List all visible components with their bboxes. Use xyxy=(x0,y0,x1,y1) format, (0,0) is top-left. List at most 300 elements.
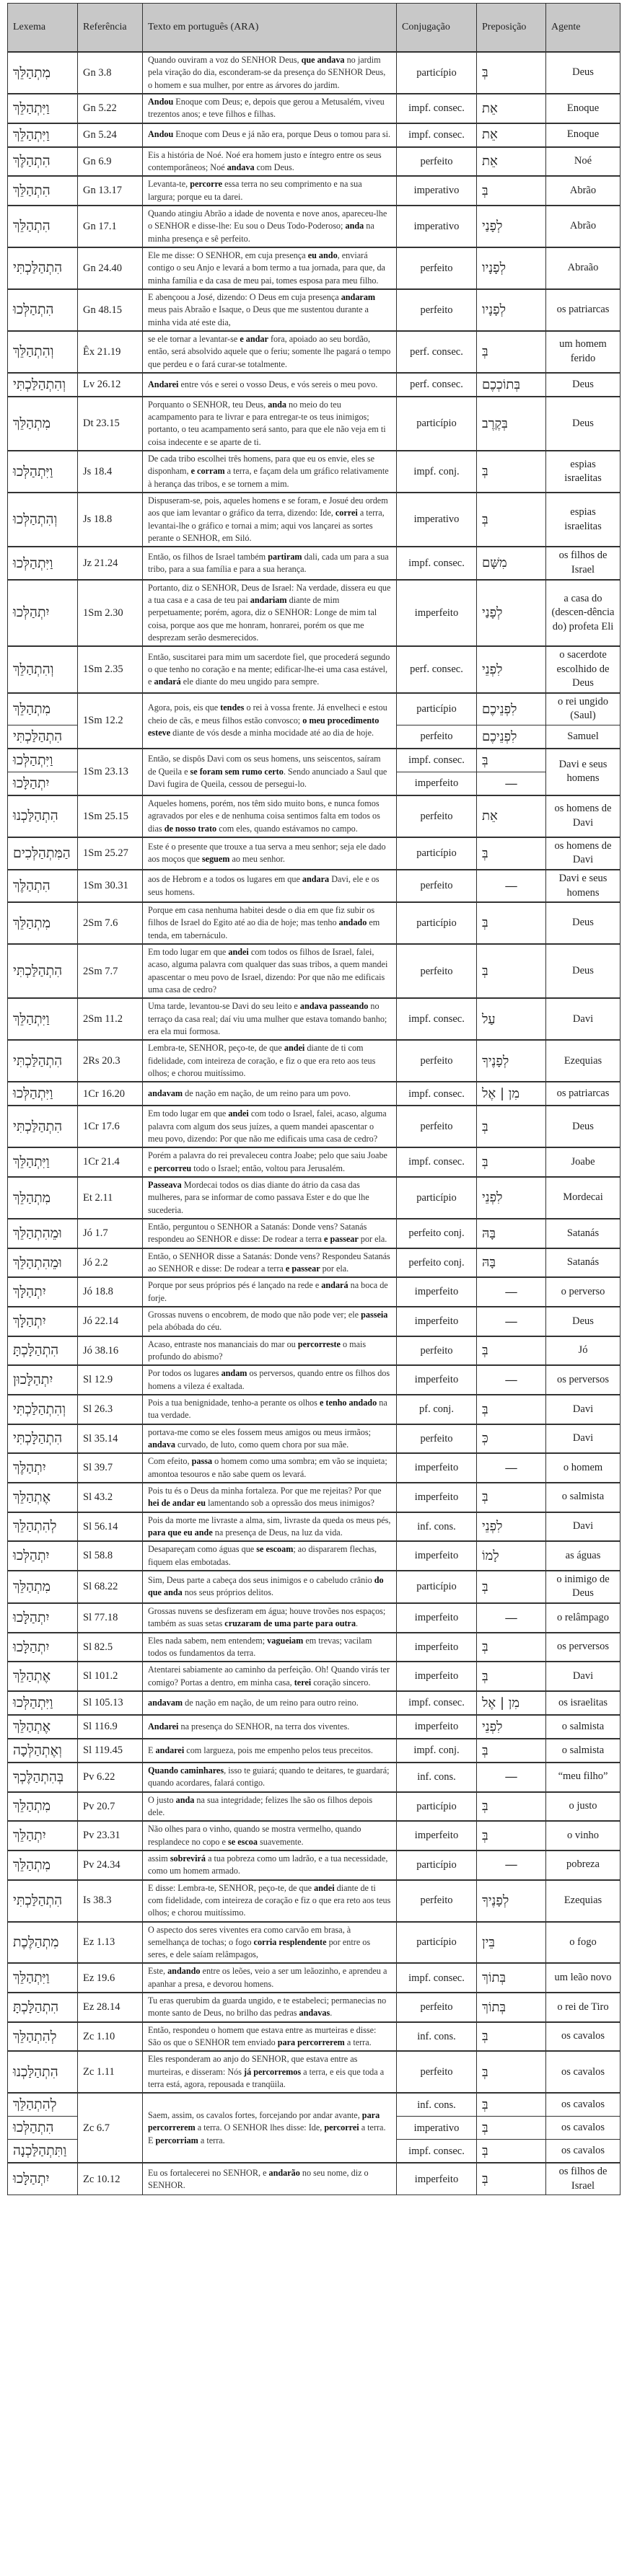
table-row xyxy=(8,52,621,94)
table-row xyxy=(8,123,621,147)
reference-cell: 2Rs 20.3 xyxy=(78,1040,143,1082)
text-cell xyxy=(143,451,397,493)
text-segment: curvado, de luto, como quem chora por sua mãe. xyxy=(175,1439,349,1450)
preposition-cell: לִפְנֵי xyxy=(477,1177,546,1219)
table-row xyxy=(8,902,621,944)
lexeme-cell: וַיִּתְהַלְּכוּ xyxy=(8,547,78,579)
text-cell xyxy=(143,2163,397,2195)
reference-cell: Et 2.11 xyxy=(78,1177,143,1219)
lexeme-cell: וַיִּתְהַלֵּךְ xyxy=(8,94,78,123)
text-segment: Ele me disse: O SENHOR, em cuja presença xyxy=(148,250,308,260)
reference-cell: Sl 39.7 xyxy=(78,1453,143,1483)
lexeme-cell: לְהִתְהַלֵּךְ xyxy=(8,2093,78,2116)
reference-cell: Gn 24.40 xyxy=(78,247,143,289)
preposition-cell: בְּ xyxy=(477,493,546,547)
text-segment: na presença do SENHOR, na terra dos viventes. xyxy=(178,1721,350,1732)
highlighted-verb: andará xyxy=(321,1280,348,1291)
lexeme-cell: יִתְהַלֵּךְ xyxy=(8,1821,78,1851)
lexeme-cell: יִתְהַלָּכוּן xyxy=(8,1365,78,1395)
text-segment: Lembra-te, SENHOR, peço-te, de que xyxy=(148,1043,284,1054)
highlighted-verb: andado xyxy=(338,917,367,928)
table-row xyxy=(8,1040,621,1082)
text-segment: a terra, e façam dela um gráfico relativamente à herança das tribos, e se tornem a mim. xyxy=(148,466,389,489)
text-segment: , isso te guiará; quando te deitares, te guardará; quando acordares, falará contigo. xyxy=(148,1765,390,1788)
text-segment: Porque por seus próprios pés é lançado na rede e xyxy=(148,1280,322,1291)
table-row xyxy=(8,1365,621,1395)
preposition-cell: לְפָנַי xyxy=(477,580,546,647)
conjugation-cell: imperativo xyxy=(397,493,477,547)
conjugation-cell: perfeito xyxy=(397,725,477,749)
table-row xyxy=(8,1792,621,1822)
text-segment: aos de Hebrom e a todos os lugares em que xyxy=(148,874,302,885)
text-segment: com largueza, pois me empenho pelos teus preceitos. xyxy=(184,1744,373,1755)
highlighted-verb: andarei xyxy=(155,1744,185,1755)
highlighted-verb: correi xyxy=(335,508,358,519)
text-cell xyxy=(143,870,397,902)
highlighted-verb: andavas xyxy=(299,2008,330,2019)
text-cell xyxy=(143,1880,397,1922)
reference-cell: 2Sm 7.6 xyxy=(78,902,143,944)
reference-cell: Zc 10.12 xyxy=(78,2163,143,2195)
text-segment: fora, apoiado ao seu bordão, então, será absolvido aquele que o feriu; somente lhe pagará o tempo que perdeu e o fará curar-se totalmente. xyxy=(148,333,391,369)
preposition-cell: לְפָנָיו xyxy=(477,289,546,331)
text-cell xyxy=(143,1106,397,1147)
text-segment: a terra. E xyxy=(148,2122,386,2145)
text-segment: ; ao dispararem flechas, fiquem elas embotadas. xyxy=(148,1544,377,1567)
lexeme-cell: אֶתְהַלֵּךְ xyxy=(8,1662,78,1691)
agent-cell: Satanás xyxy=(546,1219,621,1248)
text-segment: Então, o SENHOR disse a Satanás: Donde vens? Respondeu Satanás ao SENHOR e disse: De rodear a terra xyxy=(148,1250,390,1274)
table-row xyxy=(8,1763,621,1792)
reference-cell: Sl 58.8 xyxy=(78,1541,143,1571)
reference-cell: Pv 20.7 xyxy=(78,1792,143,1822)
text-cell xyxy=(143,1177,397,1219)
text-segment: assim xyxy=(148,1853,170,1863)
conjugation-cell: perf. consec. xyxy=(397,646,477,693)
highlighted-verb: passeia xyxy=(361,1309,388,1320)
text-cell xyxy=(143,1040,397,1082)
lexeme-cell: וְהִתְהַלַּכְתִּי xyxy=(8,1395,78,1424)
text-segment: em trevas; vacilam todos os fundamentos da terra. xyxy=(148,1635,372,1658)
preposition-cell: בְּ xyxy=(477,1662,546,1691)
preposition-cell: בְּ xyxy=(477,2093,546,2116)
text-cell xyxy=(143,580,397,647)
text-segment: E disse: Lembra-te, SENHOR, peço-te, de que xyxy=(148,1882,315,1893)
text-segment: Grossas nuvens o encobrem, de modo que não pode ver; ele xyxy=(148,1309,361,1320)
conjugation-cell: impf. consec. xyxy=(397,123,477,147)
agent-cell: o sacerdote escolhido de Deus xyxy=(546,646,621,693)
text-segment: a tua pobreza como um ladrão, e a tua necessidade, como um homem armado. xyxy=(148,1853,388,1876)
table-row xyxy=(8,1219,621,1248)
text-cell xyxy=(143,147,397,177)
highlighted-verb: andava xyxy=(148,1439,175,1450)
agent-cell: Davi xyxy=(546,1512,621,1542)
conjugation-cell: inf. cons. xyxy=(397,1763,477,1792)
conjugation-cell: imperfeito xyxy=(397,580,477,647)
text-cell xyxy=(143,331,397,373)
agent-cell: o rei ungido (Saul) xyxy=(546,693,621,725)
table-row xyxy=(8,1082,621,1106)
lexeme-cell: מִתְהַלֵּךְ xyxy=(8,1177,78,1219)
preposition-cell: מִשָּׁם xyxy=(477,547,546,579)
preposition-cell: — xyxy=(477,1763,546,1792)
conjugation-cell: perfeito conj. xyxy=(397,1248,477,1278)
reference-cell: Is 38.3 xyxy=(78,1880,143,1922)
table-row xyxy=(8,493,621,547)
highlighted-verb: percorreste xyxy=(297,1338,341,1349)
text-segment: Então, respondeu o homem que estava entre as murteiras e disse: São os que o SENHOR tem enviado xyxy=(148,2024,377,2048)
highlighted-verb: passa xyxy=(191,1456,213,1467)
preposition-cell: לְפָנֶיךָ xyxy=(477,1040,546,1082)
text-cell xyxy=(143,1483,397,1512)
lexeme-cell: הִתְהַלְּכוּ xyxy=(8,289,78,331)
text-segment: pela abóbada do céu. xyxy=(148,1322,222,1333)
text-segment: lamentando sob a opressão dos meus inimigos? xyxy=(206,1498,374,1509)
text-cell xyxy=(143,1691,397,1715)
preposition-cell: בְּ xyxy=(477,2022,546,2052)
preposition-cell: בְּתוֹךְ xyxy=(477,1963,546,1993)
agent-cell: um homem ferido xyxy=(546,331,621,373)
reference-cell: Ez 19.6 xyxy=(78,1963,143,1993)
conjugation-cell: imperativo xyxy=(397,206,477,247)
text-segment: o mais profundo do abismo? xyxy=(148,1338,367,1362)
agent-cell: Deus xyxy=(546,902,621,944)
lexeme-cell: יִתְהַלָּכוּ xyxy=(8,1633,78,1662)
text-segment: O justo xyxy=(148,1794,176,1805)
text-segment: ele diante do meu ungido para sempre. xyxy=(180,676,320,687)
text-segment: com todos os filhos de Israel, falei, acaso, alguma palavra com qualquer das suas tribos, a quem mandei apascentar o meu povo de Israel, dizendo: Por que não me edificais uma casa de cedro? xyxy=(148,947,388,995)
lexeme-cell: וְהִתְהַלַּכְתִּי xyxy=(8,373,78,397)
reference-cell: Jó 2.2 xyxy=(78,1248,143,1278)
agent-cell: o fogo xyxy=(546,1922,621,1964)
table-row xyxy=(8,1691,621,1715)
table-row xyxy=(8,749,621,772)
lexeme-cell: וּמֵהִתְהַלֵּךְ xyxy=(8,1248,78,1278)
reference-cell: Pv 6.22 xyxy=(78,1763,143,1792)
lexeme-cell: הִתְהַלַּכְתִּי xyxy=(8,247,78,289)
text-segment: Davi, ele e os seus homens. xyxy=(148,874,380,897)
text-cell xyxy=(143,902,397,944)
table-row xyxy=(8,247,621,289)
text-cell xyxy=(143,1963,397,1993)
preposition-cell: בְּ xyxy=(477,1739,546,1763)
reference-cell: 1Sm 25.15 xyxy=(78,795,143,837)
text-cell xyxy=(143,547,397,579)
agent-cell: Enoque xyxy=(546,123,621,147)
highlighted-verb: percorre xyxy=(190,179,223,190)
lexeme-cell: הִתְהַלַּכְנוּ xyxy=(8,2051,78,2093)
lexeme-cell: וַיִּתְהַלֵּךְ xyxy=(8,123,78,147)
preposition-cell: כְּ xyxy=(477,1424,546,1454)
text-cell xyxy=(143,795,397,837)
preposition-cell: בֵּין xyxy=(477,1922,546,1964)
highlighted-verb: andariam xyxy=(250,594,287,605)
text-segment: Desapareçam como águas que xyxy=(148,1544,257,1555)
table-row xyxy=(8,1963,621,1993)
agent-cell: o perverso xyxy=(546,1277,621,1307)
reference-cell: Sl 26.3 xyxy=(78,1395,143,1424)
text-segment: Sim, Deus parte a cabeça dos seus inimigos e o cabeludo crânio xyxy=(148,1575,374,1586)
agent-cell: Jó xyxy=(546,1336,621,1366)
agent-cell: Deus xyxy=(546,944,621,998)
reference-cell: Sl 101.2 xyxy=(78,1662,143,1691)
text-segment: meus pais Abraão e Isaque, o Deus que me sustentou durante a minha vida até este dia, xyxy=(148,304,369,327)
preposition-cell: בְּתוֹךְ xyxy=(477,1993,546,2022)
text-cell xyxy=(143,2022,397,2052)
highlighted-verb: e passear xyxy=(285,1263,320,1274)
highlighted-verb: Andou xyxy=(148,129,174,140)
agent-cell: o vinho xyxy=(546,1821,621,1851)
preposition-cell: לִפְנֵי xyxy=(477,1512,546,1542)
agent-cell: os cavalos xyxy=(546,2093,621,2116)
table-row xyxy=(8,1541,621,1571)
text-cell xyxy=(143,749,397,795)
text-cell xyxy=(143,247,397,289)
highlighted-verb: andando xyxy=(167,1966,201,1977)
conjugation-cell: impf. conj. xyxy=(397,451,477,493)
conjugation-cell: perfeito xyxy=(397,1040,477,1082)
text-segment: suavemente. xyxy=(257,1836,304,1847)
agent-cell: Deus xyxy=(546,52,621,94)
reference-cell: 1Sm 12.2 xyxy=(78,693,143,749)
lexeme-cell: יִתְהַלָּכוּ xyxy=(8,2163,78,2195)
text-segment: Então, perguntou o SENHOR a Satanás: Donde vens? Satanás respondeu ao SENHOR e disse: De rodear a terra xyxy=(148,1222,367,1245)
conjugation-cell: impf. consec. xyxy=(397,94,477,123)
highlighted-verb: anda xyxy=(175,1794,195,1805)
text-segment: Acaso, entraste nos mananciais do mar ou xyxy=(148,1338,298,1349)
lexeme-cell: מִתְהַלֶּכֶת xyxy=(8,1922,78,1964)
agent-cell: Satanás xyxy=(546,1248,621,1278)
highlighted-verb: andei xyxy=(284,1043,305,1054)
reference-cell: Zc 1.11 xyxy=(78,2051,143,2093)
lexeme-cell: בְּהִתְהַלֶּכְךָ xyxy=(8,1763,78,1792)
text-segment: diante de mim perpetuamente; porém, agora, diz o SENHOR: Longe de mim tal coisa, porque aos que me honram, honrarei, porém os que me desprezam serão desmerecidos. xyxy=(148,594,377,643)
text-cell xyxy=(143,1739,397,1763)
reference-cell: Dt 23.15 xyxy=(78,397,143,451)
lexeme-cell: וַיִּתְהַלְּכוּ xyxy=(8,1082,78,1106)
agent-cell: Deus xyxy=(546,373,621,397)
conjugation-cell: impf. consec. xyxy=(397,1082,477,1106)
agent-cell: os patriarcas xyxy=(546,289,621,331)
lexeme-cell: וַיִּתְהַלְּכוּ xyxy=(8,451,78,493)
highlighted-verb: e andar xyxy=(240,333,268,344)
conjugation-cell: imperfeito xyxy=(397,1715,477,1739)
text-cell xyxy=(143,2093,397,2163)
reference-cell: Jó 1.7 xyxy=(78,1219,143,1248)
reference-cell: Ez 28.14 xyxy=(78,1993,143,2022)
lexeme-cell: יִתְהַלֶּךְ xyxy=(8,1453,78,1483)
preposition-cell: בְּ xyxy=(477,902,546,944)
text-cell xyxy=(143,1147,397,1177)
header-row xyxy=(8,4,621,53)
conjugation-cell: imperfeito xyxy=(397,1662,477,1691)
table-row xyxy=(8,870,621,902)
reference-cell: 1Cr 17.6 xyxy=(78,1106,143,1147)
preposition-cell: בָּהּ xyxy=(477,1219,546,1248)
text-segment: Porquanto o SENHOR, teu Deus, xyxy=(148,399,268,410)
highlighted-verb: do que anda xyxy=(148,1575,384,1598)
text-segment: entre vós e serei o vosso Deus, e vós sereis o meu povo. xyxy=(178,379,378,389)
text-cell xyxy=(143,693,397,749)
text-cell xyxy=(143,1395,397,1424)
reference-cell: 1Cr 16.20 xyxy=(78,1082,143,1106)
reference-cell: Jó 18.8 xyxy=(78,1277,143,1307)
text-cell xyxy=(143,1633,397,1662)
text-segment: entre os leões, veio a ser um leãozinho, e aprendeu a apanhar a presa, e devorou homens. xyxy=(148,1966,387,1989)
reference-cell: Sl 43.2 xyxy=(78,1483,143,1512)
reference-cell: Sl 35.14 xyxy=(78,1424,143,1454)
table-row xyxy=(8,1633,621,1662)
table-row xyxy=(8,176,621,206)
lexeme-cell: מִתְהַלֵּךְ xyxy=(8,1851,78,1880)
lexeme-cell: הִתְהַלֶּךְ xyxy=(8,147,78,177)
reference-cell: Sl 116.9 xyxy=(78,1715,143,1739)
preposition-cell: אֵת xyxy=(477,94,546,123)
reference-cell: Jó 22.14 xyxy=(78,1307,143,1336)
highlighted-verb: percorrei xyxy=(324,2122,359,2133)
table-row xyxy=(8,1147,621,1177)
lexeme-cell: הִתְהַלָּכְתָּ xyxy=(8,1336,78,1366)
table-row xyxy=(8,1662,621,1691)
lexeme-cell: יִתְהַלָּכוּ xyxy=(8,1603,78,1633)
text-segment: a terra, levantai-lhe o gráfico e tornai a mim; aqui vos lançarei as sortes perante o SENHOR, em Siló. xyxy=(148,508,385,544)
preposition-cell: בְּ xyxy=(477,1821,546,1851)
conjugation-cell: particípio xyxy=(397,693,477,725)
agent-cell: pobreza xyxy=(546,1851,621,1880)
agent-cell: os cavalos xyxy=(546,2140,621,2163)
table-row xyxy=(8,795,621,837)
text-segment: Quando ouviram a voz do SENHOR Deus, xyxy=(148,55,302,65)
conjugation-cell: particípio xyxy=(397,1571,477,1603)
text-segment: diante de ti com fidelidade, com inteireza de coração, e fiz o que era reto aos teus olhos; e chorou muitíssimo. xyxy=(148,1043,376,1079)
agent-cell: os cavalos xyxy=(546,2117,621,2140)
agent-cell: o inimigo de Deus xyxy=(546,1571,621,1603)
text-cell xyxy=(143,289,397,331)
highlighted-verb: andei xyxy=(314,1882,335,1893)
text-segment: Pois a tua benignidade, tenho-a perante os olhos xyxy=(148,1397,320,1408)
table-row xyxy=(8,373,621,397)
highlighted-verb: andaram xyxy=(341,291,376,302)
text-cell xyxy=(143,206,397,247)
text-segment: a terra. O SENHOR lhes disse: Ide, xyxy=(195,2122,325,2133)
highlighted-verb: corria resplendente xyxy=(253,1936,327,1947)
text-cell xyxy=(143,837,397,870)
text-segment: os perversos, quando entre os filhos dos homens a vileza é exaltada. xyxy=(148,1368,390,1391)
conjugation-cell: imperativo xyxy=(397,176,477,206)
preposition-cell: בְּ xyxy=(477,331,546,373)
text-segment: na boca de forje. xyxy=(148,1280,388,1303)
agent-cell: espias israelitas xyxy=(546,451,621,493)
lexeme-cell: וְאֶתְהַלְּכָה xyxy=(8,1739,78,1763)
conjugation-cell: particípio xyxy=(397,52,477,94)
agent-cell: o salmista xyxy=(546,1715,621,1739)
text-cell xyxy=(143,1662,397,1691)
conjugation-cell: impf. consec. xyxy=(397,547,477,579)
text-segment: Portanto, diz o SENHOR, Deus de Israel: Na verdade, dissera eu que a tua casa e a casa de teu pai xyxy=(148,582,391,605)
text-cell xyxy=(143,52,397,94)
conjugation-cell: particípio xyxy=(397,837,477,870)
table-row xyxy=(8,1715,621,1739)
reference-cell: Gn 3.8 xyxy=(78,52,143,94)
conjugation-cell: perfeito xyxy=(397,1993,477,2022)
highlighted-verb: percorreu xyxy=(154,1163,192,1173)
preposition-cell: — xyxy=(477,1277,546,1307)
preposition-cell: מִן | אֶל xyxy=(477,1082,546,1106)
reference-cell: Sl 82.5 xyxy=(78,1633,143,1662)
preposition-cell: בְּ xyxy=(477,1106,546,1147)
highlighted-verb: andam xyxy=(221,1368,247,1379)
preposition-cell: בְּ xyxy=(477,451,546,493)
conjugation-cell: perfeito xyxy=(397,1106,477,1147)
reference-cell: Ez 1.13 xyxy=(78,1922,143,1964)
lexeme-cell: מִתְהַלֵּךְ xyxy=(8,52,78,94)
lexeme-cell: וְהִתְהַלְּכוּ xyxy=(8,493,78,547)
conjugation-cell: imperfeito xyxy=(397,1483,477,1512)
conjugation-cell: perfeito xyxy=(397,289,477,331)
conjugation-cell: particípio xyxy=(397,1177,477,1219)
reference-cell: 1Cr 21.4 xyxy=(78,1147,143,1177)
text-segment: E xyxy=(148,1744,156,1755)
conjugation-cell: imperfeito xyxy=(397,772,477,795)
text-cell xyxy=(143,176,397,206)
conjugation-cell: perfeito xyxy=(397,795,477,837)
highlighted-verb: andei xyxy=(228,1108,249,1119)
table-row xyxy=(8,547,621,579)
agent-cell: Joabe xyxy=(546,1147,621,1177)
reference-cell: Gn 5.22 xyxy=(78,94,143,123)
conjugation-cell: inf. cons. xyxy=(397,2093,477,2116)
table-row xyxy=(8,1453,621,1483)
reference-cell: 1Sm 2.35 xyxy=(78,646,143,693)
highlighted-verb: andara xyxy=(302,874,330,885)
text-segment: Este é o presente que trouxe a tua serva a meu senhor; seja ele dado aos moços que xyxy=(148,842,386,865)
reference-cell: 2Sm 11.2 xyxy=(78,998,143,1040)
header-referencia: Referência xyxy=(78,4,143,53)
text-cell xyxy=(143,1603,397,1633)
highlighted-verb: o meu procedimento esteve xyxy=(148,715,380,738)
lexeme-cell: וְהִתְהַלֵּךְ xyxy=(8,646,78,693)
highlighted-verb: tendes xyxy=(220,702,245,713)
text-cell xyxy=(143,1851,397,1880)
agent-cell: Ezequias xyxy=(546,1880,621,1922)
agent-cell: o salmista xyxy=(546,1739,621,1763)
text-cell xyxy=(143,1365,397,1395)
highlighted-verb: e passear xyxy=(324,1234,359,1245)
preposition-cell: בְּ xyxy=(477,1395,546,1424)
preposition-cell: לָמוֹ xyxy=(477,1541,546,1571)
conjugation-cell: imperativo xyxy=(397,2117,477,2140)
agent-cell: a casa do (descen-dência do) profeta Eli xyxy=(546,580,621,647)
lexeme-cell: אֶתְהַלֵּךְ xyxy=(8,1715,78,1739)
text-segment: Mordecai todos os dias diante do átrio da casa das mulheres, para se informar de como passava Ester e do que lhe sucederia. xyxy=(148,1180,369,1215)
text-cell xyxy=(143,1307,397,1336)
agent-cell: os patriarcas xyxy=(546,1082,621,1106)
agent-cell: Abrão xyxy=(546,206,621,247)
text-segment: no seu nome, diz o SENHOR. xyxy=(148,2167,369,2190)
preposition-cell: בְּ xyxy=(477,2140,546,2163)
preposition-cell: בְּ xyxy=(477,52,546,94)
text-segment: Com efeito, xyxy=(148,1456,192,1467)
text-segment: por ela. xyxy=(320,1263,349,1274)
reference-cell: Jó 38.16 xyxy=(78,1336,143,1366)
text-segment: dali, cada um para a sua tribo, para a sua família e para a sua herança. xyxy=(148,551,389,574)
highlighted-verb: andavam xyxy=(148,1088,183,1099)
text-cell xyxy=(143,1082,397,1106)
preposition-cell: — xyxy=(477,772,546,795)
lexeme-cell: הִתְהַלַּכְתִּי xyxy=(8,1880,78,1922)
text-segment: O aspecto dos seres viventes era como carvão em brasa, à semelhança de tochas; o fogo xyxy=(148,1924,351,1947)
highlighted-verb: para percorrerem xyxy=(277,2037,345,2048)
